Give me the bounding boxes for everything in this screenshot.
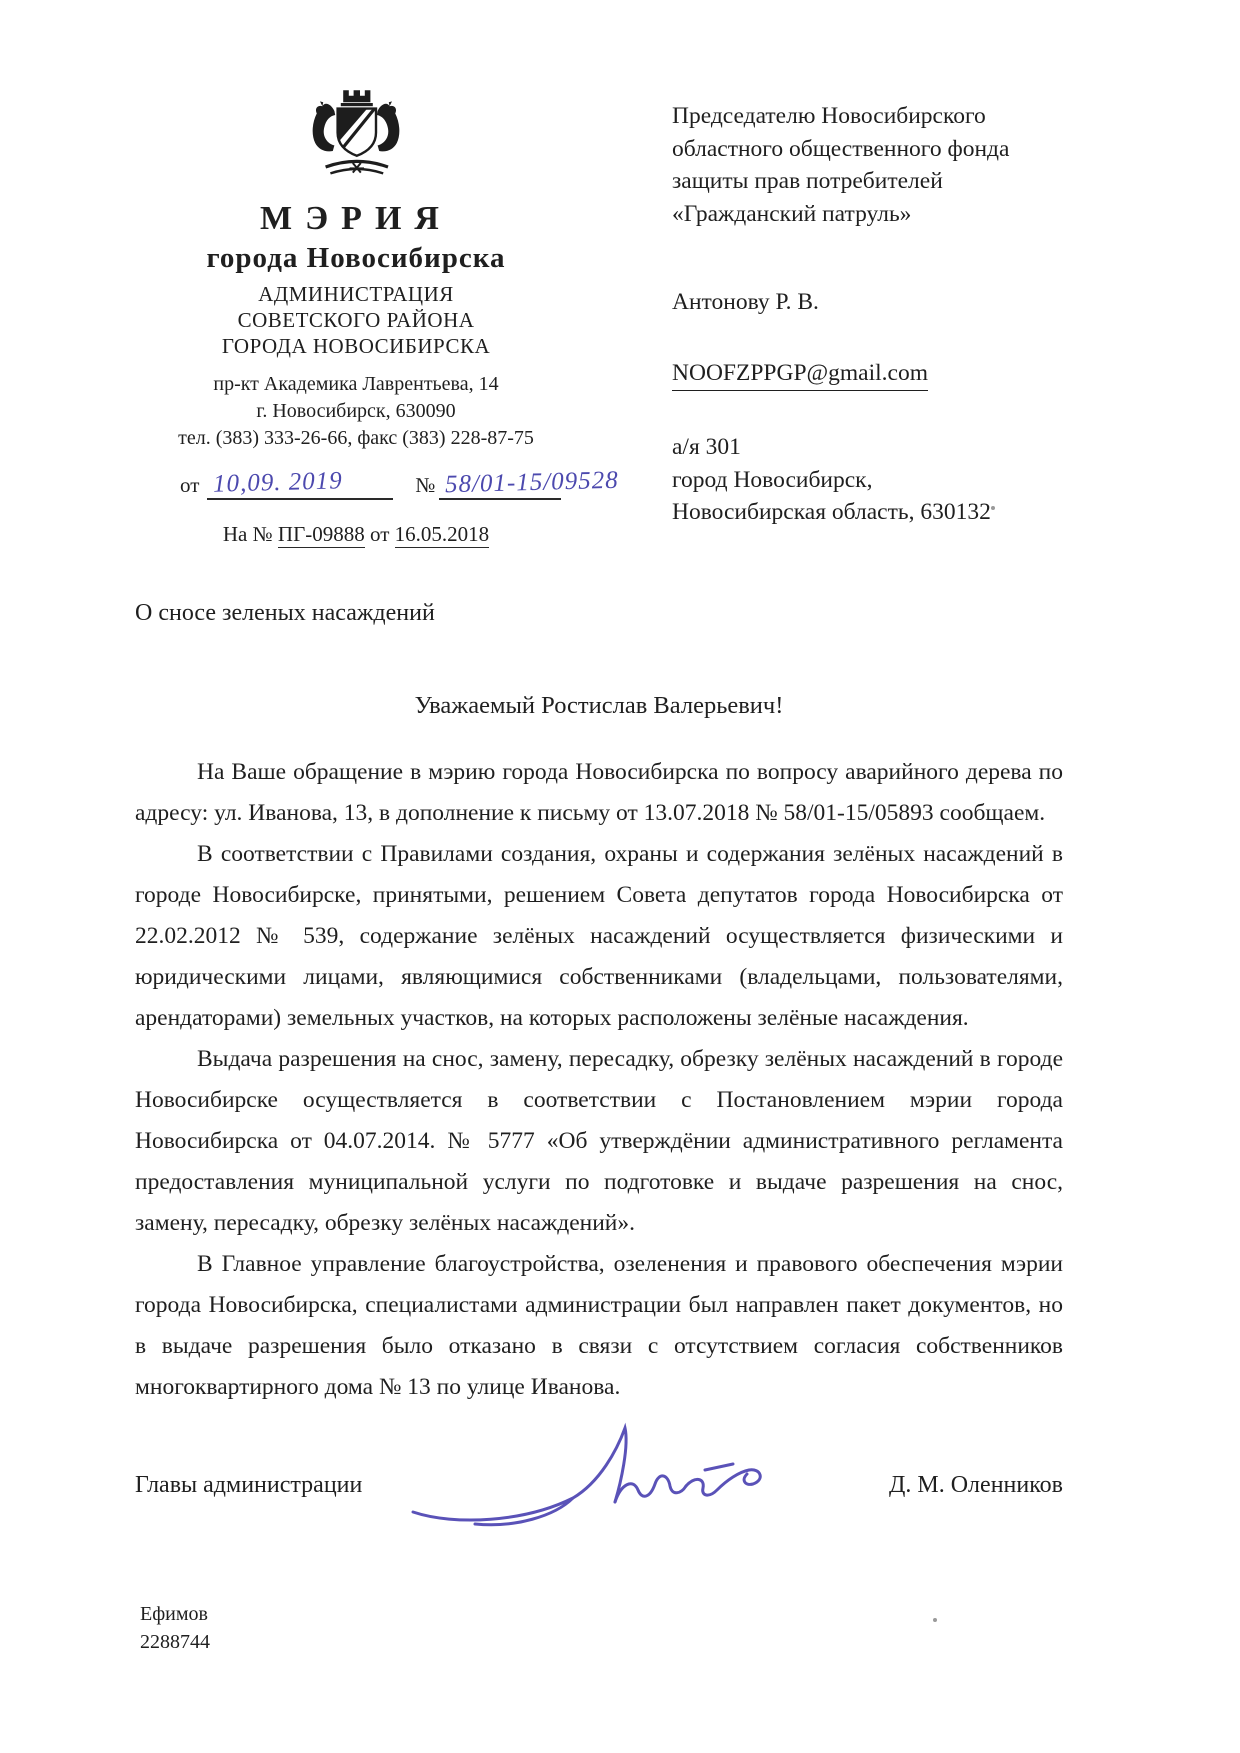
number-label: № [415, 473, 436, 497]
executor-block [140, 1600, 210, 1656]
recipient-postbox: а/я 301 [672, 434, 741, 460]
executor-name: Ефимов [140, 1603, 208, 1625]
ref-date: 16.05.2018 [394, 522, 490, 546]
sender-street: пр-кт Академика Лаврентьева, 14 [213, 373, 499, 395]
outgoing-dateline [150, 466, 620, 500]
sender-city: г. Новосибирск, 630090 [256, 400, 456, 422]
body-paragraph-2: В соответствии с Правилами создания, охраны и содержания зелёных насаждений в городе Новосибирске, принятыми, решением Совета депутатов города Новосибирска от 22.02.2012 № 539, содержание зелёных насаждений осуществляется физическими и юридическими лицами, являющимися собственниками (владельцами, пользователями, арендаторами) земельных участков, на которых расположены зелёные насаждения. [135, 841, 1063, 1031]
recipient-title-line-2: областного общественного фонда [672, 135, 1010, 162]
emblem-right-sable [377, 101, 400, 151]
scan-speck [933, 1618, 937, 1622]
subject-line: О сносе зеленых насаждений [135, 600, 435, 626]
body-paragraph-3: Выдача разрешения на снос, замену, пересадку, обрезку зелёных насаждений в городе Новосибирске осуществляется в соответствии с Постановлением мэрии города Новосибирска от 04.07.2014. № 5777 «Об утверждёнии административного регламента предоставления муниципальной услуги по подготовке и выдаче разрешения на снос, замену, пересадку, обрезку зелёных насаждений». [135, 1046, 1063, 1236]
sender-address-block [150, 371, 562, 452]
body-paragraph-4: В Главное управление благоустройства, озеленения и правового обеспечения мэрии города Новосибирска, специалистами администрации был направлен пакет документов, но в выдаче разрешения было отказано в связи с отсутствием согласия собственников многоквартирного дома № 13 по улице Иванова. [135, 1251, 1063, 1400]
emblem-shield [338, 108, 376, 156]
incoming-reference-line [150, 522, 562, 547]
executor-phone: 2288744 [140, 1631, 210, 1653]
handwritten-date: 10,09. 2019 [213, 467, 344, 498]
handwritten-signature-icon [405, 1420, 805, 1540]
letter-body [135, 752, 1063, 1408]
body-paragraph-1: На Ваше обращение в мэрию города Новосибирска по вопросу аварийного дерева по адресу: ул. Иванова, 13, в дополнение к письму от 13.07.2018 № 58/01-15/05893 сообщаем. [135, 759, 1063, 826]
org-city: города Новосибирска [206, 242, 506, 274]
signature-block [135, 1472, 1063, 1499]
signer-position: Главы администрации [135, 1472, 363, 1498]
signer-name: Д. М. Оленников [889, 1472, 1063, 1498]
department-block [150, 281, 562, 359]
recipient-title-line-4: «Гражданский патруль» [672, 200, 912, 227]
emblem-left-sable [313, 101, 336, 151]
dept-line-2: СОВЕТСКОГО РАЙОНА [237, 308, 475, 332]
scan-speck [991, 506, 995, 510]
org-name: МЭРИЯ [260, 200, 452, 237]
recipient-title-line-3: защиты прав потребителей [672, 168, 943, 194]
novosibirsk-coat-of-arms-icon [308, 88, 404, 190]
ref-number: ПГ-09888 [277, 522, 365, 546]
emblem-crown [341, 90, 373, 106]
sender-phone: тел. (383) 333-26-66, факс (383) 228-87-75 [178, 427, 534, 449]
ref-conjunction: от [369, 522, 390, 546]
handwritten-number: 58/01-15/09528 [445, 466, 620, 499]
number-underline [439, 466, 620, 500]
recipient-region: Новосибирская область, 630132 [672, 499, 991, 525]
letterhead [150, 88, 620, 547]
date-underline [207, 468, 393, 500]
salutation: Уважаемый Ростислав Валерьевич! [414, 692, 784, 719]
recipient-name: Антонову Р. В. [672, 289, 819, 315]
recipient-block [672, 100, 1112, 529]
ref-label: На № [222, 522, 273, 546]
dept-line-3: ГОРОДА НОВОСИБИРСКА [221, 334, 491, 358]
dept-line-1: АДМИНИСТРАЦИЯ [258, 282, 454, 306]
recipient-title-line-1: Председателю Новосибирского [672, 103, 986, 129]
date-label: от [180, 473, 200, 497]
emblem-ribbon [326, 161, 388, 173]
recipient-city: город Новосибирск, [672, 466, 873, 493]
recipient-email: NOOFZPPGP@gmail.com [672, 357, 928, 392]
